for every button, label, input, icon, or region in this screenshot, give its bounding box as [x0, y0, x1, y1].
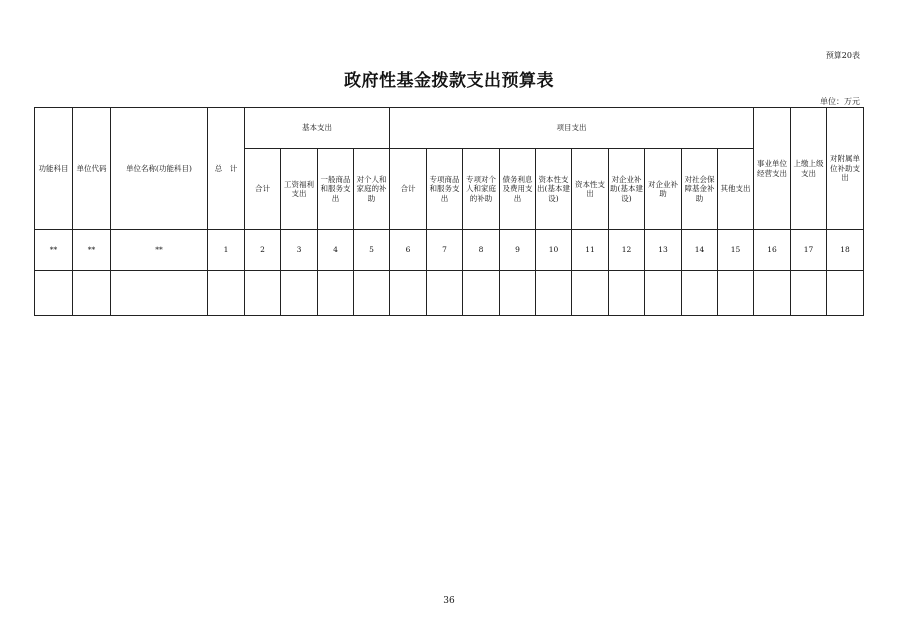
- number-cell: 8: [463, 230, 500, 271]
- empty-cell: [318, 271, 354, 316]
- number-cell: 3: [281, 230, 318, 271]
- number-cell: 7: [427, 230, 463, 271]
- project-col-header: 对企业补助(基本建设): [609, 149, 645, 230]
- project-col-header: 资本性支出: [572, 149, 609, 230]
- number-cell: 11: [572, 230, 609, 271]
- basic-col-header: 对个人和家庭的补助: [354, 149, 390, 230]
- project-col-header: 债务利息及费用支出: [500, 149, 536, 230]
- number-cell: **: [111, 230, 208, 271]
- header-unit-code: 单位代码: [73, 108, 111, 230]
- number-cell: 1: [208, 230, 245, 271]
- empty-cell: [73, 271, 111, 316]
- budget-table: [34, 107, 864, 316]
- unit-label: 单位：万元: [820, 97, 860, 106]
- empty-cell: [682, 271, 718, 316]
- basic-col-header: 一般商品和服务支出: [318, 149, 354, 230]
- empty-cell: [718, 271, 754, 316]
- header-unit-name: 单位名称(功能科目): [111, 108, 208, 230]
- empty-cell: [208, 271, 245, 316]
- number-row: [35, 230, 864, 271]
- project-col-header: 资本性支出(基本建设): [536, 149, 572, 230]
- header-payment-to-superior: 上缴上级支出: [791, 108, 827, 230]
- empty-cell: [245, 271, 281, 316]
- basic-col-header: 合计: [245, 149, 281, 230]
- project-col-header: 其他支出: [718, 149, 754, 230]
- empty-cell: [463, 271, 500, 316]
- empty-cell: [791, 271, 827, 316]
- number-cell: 6: [390, 230, 427, 271]
- number-cell: 9: [500, 230, 536, 271]
- empty-data-row: [35, 271, 864, 316]
- empty-cell: [35, 271, 73, 316]
- number-cell: 14: [682, 230, 718, 271]
- number-cell: 2: [245, 230, 281, 271]
- empty-cell: [609, 271, 645, 316]
- number-cell: 15: [718, 230, 754, 271]
- empty-cell: [111, 271, 208, 316]
- header-public-unit-operation: 事业单位经营支出: [754, 108, 791, 230]
- number-cell: 4: [318, 230, 354, 271]
- number-cell: 17: [791, 230, 827, 271]
- empty-cell: [354, 271, 390, 316]
- number-cell: **: [35, 230, 73, 271]
- empty-cell: [500, 271, 536, 316]
- number-cell: 18: [827, 230, 864, 271]
- basic-col-header: 工资福利支出: [281, 149, 318, 230]
- project-col-header: 对社会保障基金补助: [682, 149, 718, 230]
- project-col-header: 合计: [390, 149, 427, 230]
- number-cell: 16: [754, 230, 791, 271]
- group-project-expenditure: 项目支出: [390, 108, 754, 149]
- number-cell: 10: [536, 230, 572, 271]
- page-title: 政府性基金拨款支出预算表: [344, 71, 554, 91]
- number-cell: 5: [354, 230, 390, 271]
- empty-cell: [427, 271, 463, 316]
- table-code: 预算20表: [825, 51, 860, 60]
- group-basic-expenditure: 基本支出: [245, 108, 390, 149]
- page-number: 36: [443, 596, 455, 606]
- project-col-header: 专项对个人和家庭的补助: [463, 149, 500, 230]
- project-col-header: 对企业补助: [645, 149, 682, 230]
- empty-cell: [827, 271, 864, 316]
- empty-cell: [390, 271, 427, 316]
- empty-cell: [281, 271, 318, 316]
- project-col-header: 专项商品和服务支出: [427, 149, 463, 230]
- empty-cell: [536, 271, 572, 316]
- header-total: 总 计: [208, 108, 245, 230]
- number-cell: 12: [609, 230, 645, 271]
- header-func-subject: 功能科目: [35, 108, 73, 230]
- empty-cell: [645, 271, 682, 316]
- empty-cell: [572, 271, 609, 316]
- number-cell: **: [73, 230, 111, 271]
- number-cell: 13: [645, 230, 682, 271]
- empty-cell: [754, 271, 791, 316]
- header-subsidy-to-affiliated: 对附属单位补助支出: [827, 108, 864, 230]
